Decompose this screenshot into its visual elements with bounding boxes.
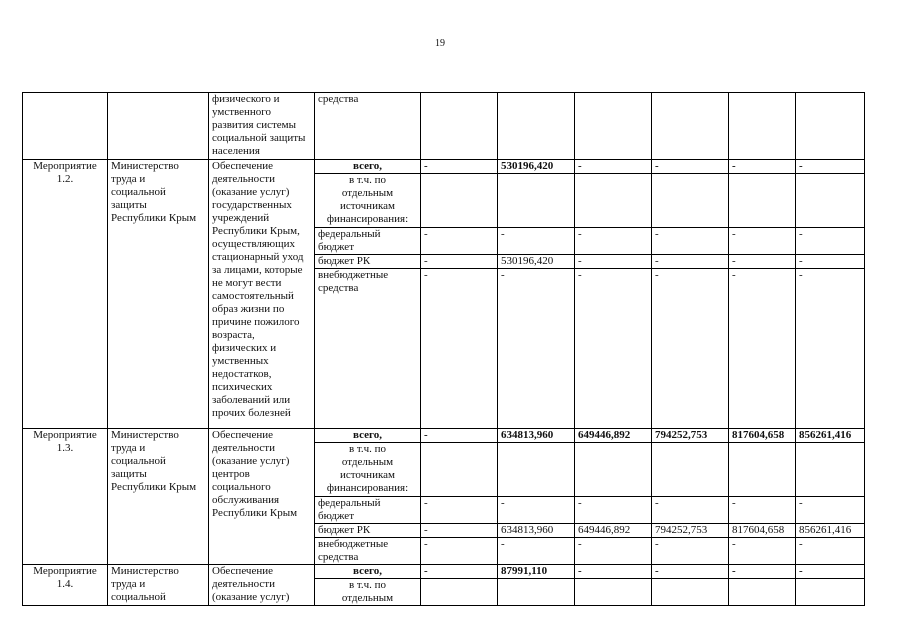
event-name-cell: Мероприятие 1.3. [23, 429, 108, 565]
value-cell: - [421, 269, 498, 429]
value-cell: 817604,658 [729, 524, 796, 538]
value-cell: - [421, 429, 498, 443]
source-total-cell: всего, [315, 565, 421, 579]
source-total-cell: всего, [315, 429, 421, 443]
source-including-cell: в т.ч. по отдельным [315, 579, 421, 606]
value-cell: - [729, 228, 796, 255]
value-cell: - [796, 269, 865, 429]
value-cell: - [575, 497, 652, 524]
event-name-cell [23, 93, 108, 160]
value-cell: - [652, 269, 729, 429]
value-cell: - [575, 160, 652, 174]
value-cell: 817604,658 [729, 429, 796, 443]
event-name-cell: Мероприятие 1.4. [23, 565, 108, 606]
value-cell: - [575, 269, 652, 429]
value-cell: - [729, 255, 796, 269]
value-cell: - [575, 255, 652, 269]
value-cell: - [796, 228, 865, 255]
value-cell: - [652, 565, 729, 579]
executor-cell [108, 93, 209, 160]
description-cell: Обеспечение деятельности (оказание услуг) государственных учреждений Республики Крым, осуществляющих стационарный уход за лицами, которые не могут вести самостоятельный образ жизни по причине пожилого возраста, физических и умственных недостатков, психических заболеваний или прочих болезней [209, 160, 315, 429]
description-cell [209, 93, 315, 160]
value-cell: - [729, 160, 796, 174]
executor-cell: Министерство труда и социальной [108, 565, 209, 606]
source-extra-cell: внебюджетные средства [315, 269, 421, 429]
value-cell: - [796, 565, 865, 579]
text-line: умственного [212, 106, 272, 118]
value-cell: - [421, 228, 498, 255]
table-row [23, 93, 865, 160]
source-cell: средства [315, 93, 421, 160]
text-line: населения [212, 145, 260, 157]
source-total-cell: всего, [315, 160, 421, 174]
value-cell: - [421, 160, 498, 174]
executor-cell: Министерство труда и социальной защиты Республики Крым [108, 429, 209, 565]
value-cell: 856261,416 [796, 524, 865, 538]
value-cell: - [652, 497, 729, 524]
source-federal-cell: федеральный бюджет [315, 228, 421, 255]
value-cell: 794252,753 [652, 429, 729, 443]
source-extra-cell: внебюджетные средства [315, 538, 421, 565]
value-cell: - [498, 497, 575, 524]
value-cell: - [421, 497, 498, 524]
source-rk-cell: бюджет РК [315, 255, 421, 269]
value-cell: - [729, 538, 796, 565]
value-cell: - [729, 269, 796, 429]
value-cell: - [575, 565, 652, 579]
value-cell: 634813,960 [498, 524, 575, 538]
text-line: социальной защиты [212, 132, 306, 144]
value-cell: - [575, 538, 652, 565]
source-including-cell: в т.ч. по отдельным источникам финансирования: [315, 443, 421, 497]
value-cell: 530196,420 [498, 255, 575, 269]
value-cell: - [796, 160, 865, 174]
value-cell: - [652, 160, 729, 174]
value-cell: 649446,892 [575, 524, 652, 538]
value-cell: - [652, 228, 729, 255]
value-cell: - [796, 255, 865, 269]
value-cell: - [421, 524, 498, 538]
value-cell: 530196,420 [498, 160, 575, 174]
budget-table [22, 92, 865, 606]
table-row [23, 429, 865, 443]
value-cell: 794252,753 [652, 524, 729, 538]
text-line: развития системы [212, 119, 297, 131]
value-cell: 634813,960 [498, 429, 575, 443]
event-name-cell: Мероприятие 1.2. [23, 160, 108, 429]
source-rk-cell: бюджет РК [315, 524, 421, 538]
value-cell: - [652, 538, 729, 565]
value-cell: - [729, 497, 796, 524]
source-federal-cell: федеральный бюджет [315, 497, 421, 524]
value-cell: - [729, 565, 796, 579]
value-cell: - [575, 228, 652, 255]
value-cell: - [498, 228, 575, 255]
value-cell: 649446,892 [575, 429, 652, 443]
value-cell: - [498, 538, 575, 565]
page-number: 19 [435, 38, 445, 49]
value-cell: 87991,110 [498, 565, 575, 579]
description-cell: Обеспечение деятельности (оказание услуг) центров социального обслуживания Республики Крым [209, 429, 315, 565]
value-cell: - [498, 269, 575, 429]
source-including-cell: в т.ч. по отдельным источникам финансирования: [315, 174, 421, 228]
value-cell: - [796, 497, 865, 524]
value-cell: 856261,416 [796, 429, 865, 443]
value-cell: - [796, 538, 865, 565]
value-cell: - [421, 255, 498, 269]
value-cell: - [652, 255, 729, 269]
description-cell: Обеспечение деятельности (оказание услуг) [209, 565, 315, 606]
table-row [23, 565, 865, 579]
executor-cell: Министерство труда и социальной защиты Республики Крым [108, 160, 209, 429]
text-line: физического и [212, 93, 280, 105]
table-row [23, 160, 865, 174]
value-cell: - [421, 538, 498, 565]
value-cell: - [421, 565, 498, 579]
